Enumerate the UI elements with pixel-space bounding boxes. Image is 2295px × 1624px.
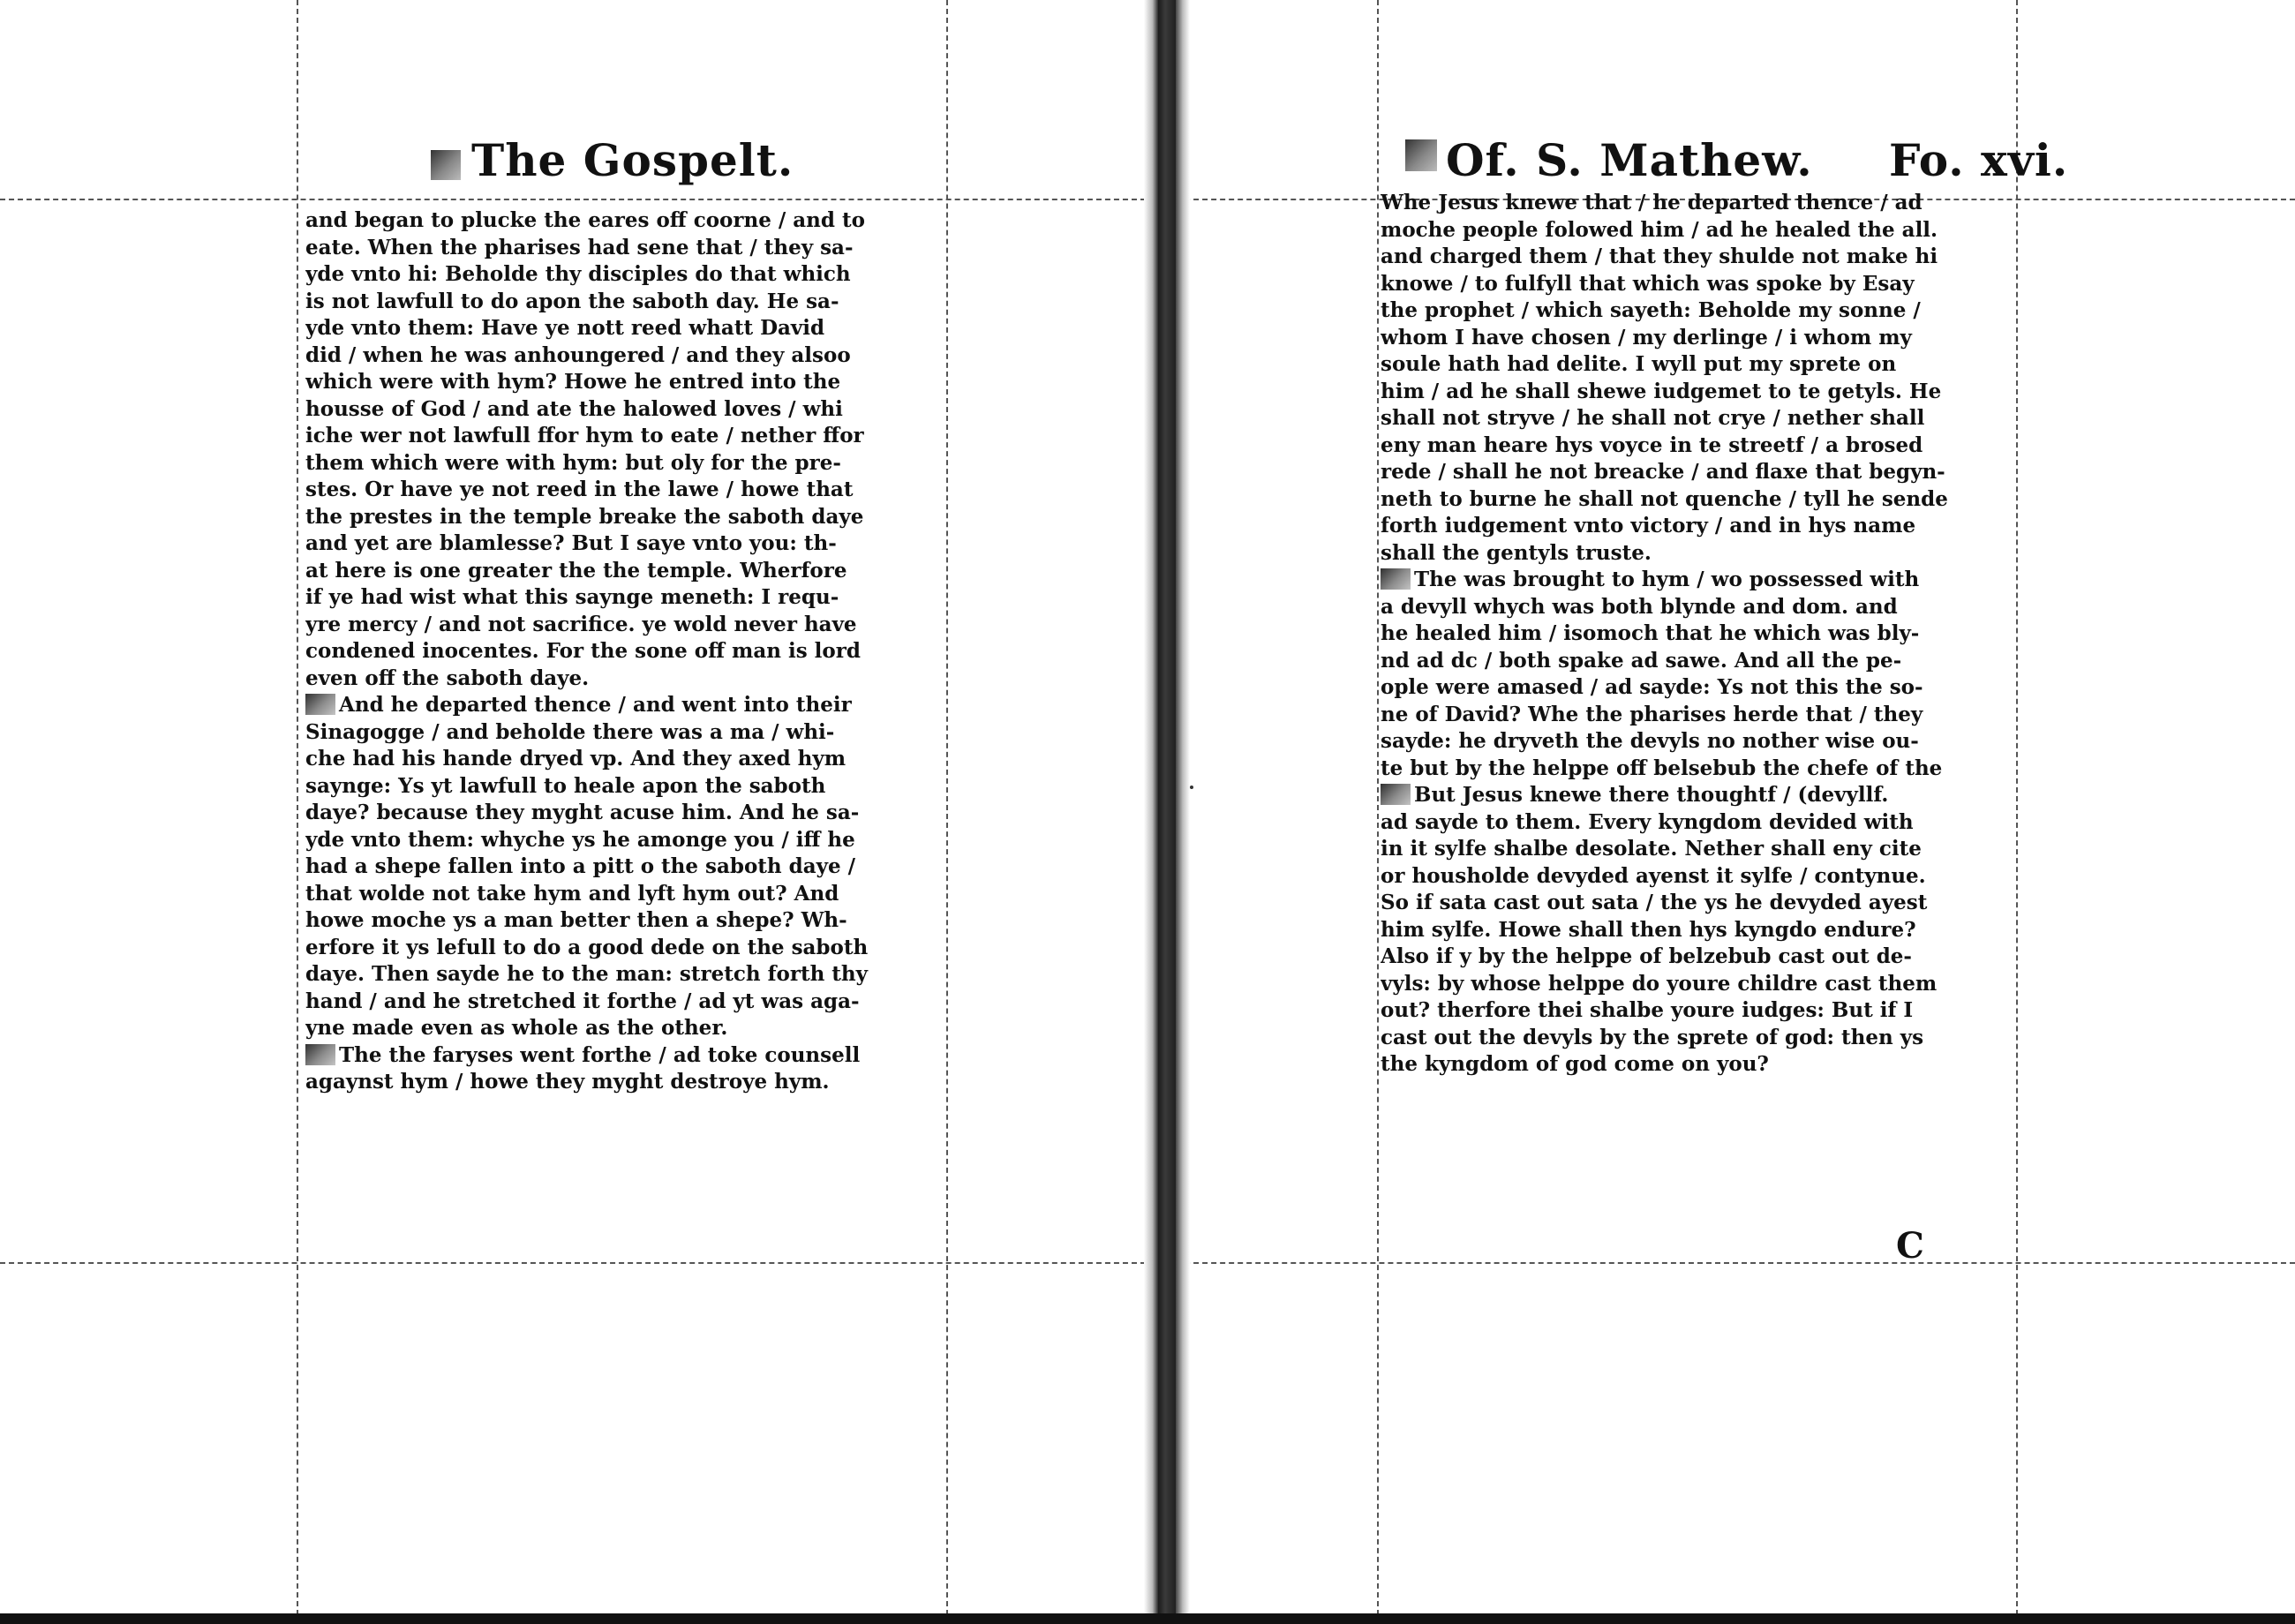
line-text: che had his hande dryed vp. And they axed hym (305, 747, 847, 771)
text-line (305, 692, 923, 719)
crop-guide-vertical (1377, 0, 1379, 1615)
line-text: But Jesus knewe there thoughtf / (devyllf. (1414, 783, 1889, 807)
text-line (305, 719, 923, 747)
running-head-right: Of. S. Mathew. (1446, 134, 1813, 186)
text-line (1381, 917, 2025, 944)
line-text: yne made even as whole as the other. (305, 1016, 728, 1040)
line-text: The was brought to hym / wo possessed with (1414, 568, 1920, 591)
line-text: soule hath had delite. I wyll put my sprete on (1381, 352, 1897, 376)
line-text: eny man heare hys voyce in te streetf / a brosed (1381, 432, 1923, 457)
text-line (1381, 379, 2025, 406)
text-line (1381, 756, 2025, 783)
text-line (305, 530, 923, 558)
paragraph-mark-icon (305, 694, 335, 715)
line-text: them which were with hym: but oly for the pre- (305, 450, 841, 475)
text-line (1381, 594, 2025, 621)
text-line (305, 665, 923, 693)
text-line (1381, 513, 2025, 540)
line-text: or housholde devyded ayenst it sylfe / contynue. (1381, 863, 1926, 888)
text-line (305, 235, 923, 262)
line-text: erfore it ys lefull to do a good dede on the saboth (305, 935, 869, 959)
line-text: moche people folowed him / ad he healed the all. (1381, 217, 1938, 242)
text-line (305, 827, 923, 854)
line-text: out? therfore thei shalbe youre iudges: But if I (1381, 998, 1914, 1022)
running-head-left: The Gospelt. (471, 134, 794, 186)
text-line (305, 289, 923, 316)
text-line (305, 1069, 923, 1096)
paragraph-mark-icon (305, 1044, 335, 1065)
line-text: daye. Then sayde he to the man: stretch forth thy (305, 962, 869, 986)
gutter-shadow (1176, 0, 1190, 1624)
text-line (1381, 567, 2025, 594)
text-line (1381, 971, 2025, 998)
text-line (305, 907, 923, 935)
line-text: sayde: he dryveth the devyls no nother wise ou- (1381, 729, 1919, 753)
line-text: the prestes in the temple breake the saboth daye (305, 504, 864, 529)
line-text: eate. When the pharises had sene that / they sa- (305, 235, 854, 259)
text-line (1381, 297, 2025, 325)
text-line (1381, 702, 2025, 729)
text-line (305, 504, 923, 531)
text-line (305, 800, 923, 827)
line-text: Sinagogge / and beholde there was a ma / whi- (305, 719, 835, 744)
text-line (1381, 890, 2025, 917)
text-line (1381, 836, 2025, 863)
text-line (1381, 244, 2025, 271)
crop-guide-vertical (946, 0, 948, 1615)
line-text: condened inocentes. For the sone off man is lord (305, 639, 861, 663)
catchword: C (1896, 1225, 1924, 1267)
text-line (1381, 782, 2025, 809)
text-line (305, 315, 923, 342)
text-line (305, 1042, 923, 1070)
line-text: iche wer not lawfull ffor hym to eate / nether ffor (305, 424, 864, 447)
line-text: which were with hym? Howe he entred into the (305, 370, 841, 394)
text-line (1381, 648, 2025, 675)
line-text: in it sylfe shalbe desolate. Nether shall eny cite (1381, 837, 1922, 861)
text-line (1381, 944, 2025, 971)
text-line (305, 584, 923, 612)
text-line (1381, 325, 2025, 352)
crop-guide-vertical (297, 0, 298, 1615)
line-text: yre mercy / and not sacrifice. ye wold never have (305, 612, 857, 636)
line-text: and charged them / that they shulde not make hi (1381, 244, 1938, 268)
scan-border (0, 1613, 2295, 1624)
line-text: te but by the helppe off belsebub the chefe of the (1381, 756, 1943, 780)
text-line (1381, 432, 2025, 460)
text-line (305, 773, 923, 801)
line-text: saynge: Ys yt lawfull to heale apon the saboth (305, 773, 826, 798)
line-text: So if sata cast out sata / the ys he devyded ayest (1381, 891, 1928, 914)
text-line (1381, 405, 2025, 432)
line-text: is not lawfull to do apon the saboth day. He sa- (305, 289, 839, 313)
line-text: the kyngdom of god come on you? (1381, 1052, 1769, 1076)
text-line (305, 207, 923, 235)
line-text: and yet are blamlesse? But I saye vnto you: th- (305, 531, 837, 555)
text-line (305, 261, 923, 289)
paragraph-mark-icon (1381, 568, 1411, 590)
text-line (305, 450, 923, 477)
text-line (1381, 863, 2025, 891)
text-line (1381, 1025, 2025, 1052)
line-text: neth to burne he shall not quenche / tyll he sende (1381, 486, 1948, 511)
text-line (1381, 190, 2025, 217)
line-text: if ye had wist what this saynge meneth: I requ- (305, 585, 839, 609)
line-text: forth iudgement vnto victory / and in hys name (1381, 514, 1916, 538)
line-text: shall the gentyls truste. (1381, 540, 1652, 565)
text-line (1381, 809, 2025, 837)
text-line (305, 961, 923, 989)
line-text: had a shepe fallen into a pitt o the saboth daye / (305, 854, 856, 878)
line-text: hand / and he stretched it forthe / ad yt was aga- (305, 989, 860, 1013)
line-text: whom I have chosen / my derlinge / i whom my (1381, 325, 1912, 350)
text-line (1381, 674, 2025, 702)
text-line (305, 396, 923, 424)
line-text: agaynst hym / howe they myght destroye hym. (305, 1070, 830, 1094)
text-line (305, 558, 923, 585)
line-text: at here is one greater the the temple. Wherfore (305, 558, 847, 583)
line-text: a devyll whych was both blynde and dom. and (1381, 594, 1898, 619)
line-text: Also if y by the helppe of belzebub cast out de- (1381, 944, 1912, 968)
text-line (305, 881, 923, 908)
line-text: ople were amased / ad sayde: Ys not this the so- (1381, 675, 1923, 699)
line-text: him sylfe. Howe shall then hys kyngdo endure? (1381, 917, 1916, 942)
text-line (305, 369, 923, 396)
line-text: shall not stryve / he shall not crye / nether shall (1381, 406, 1925, 430)
folio-number: Fo. xvi. (1889, 134, 2069, 186)
line-text: ad sayde to them. Every kyngdom devided with (1381, 809, 1914, 834)
text-line (305, 935, 923, 962)
text-line (305, 853, 923, 881)
text-line (305, 638, 923, 665)
right-page-text (1381, 190, 2025, 1079)
text-line (305, 746, 923, 773)
text-line (305, 1015, 923, 1042)
line-text: and began to plucke the eares off coorne / and to (305, 208, 865, 232)
line-text: howe moche ys a man better then a shepe? Wh- (305, 908, 847, 932)
line-text: ne of David? Whe the pharises herde that / they (1381, 702, 1923, 726)
text-line (1381, 351, 2025, 379)
line-text: stes. Or have ye not reed in the lawe / howe that (305, 477, 854, 501)
line-text: yde vnto them: whyche ys he amonge you / iff he (305, 827, 855, 852)
line-text: daye? because they myght acuse him. And he sa- (305, 801, 860, 824)
text-line (305, 423, 923, 450)
line-text: he healed him / isomoch that he which was bly- (1381, 621, 1920, 645)
left-page-text (305, 207, 923, 1096)
ink-speck (1190, 786, 1193, 789)
line-text: the prophet / which sayeth: Beholde my sonne / (1381, 298, 1921, 322)
text-line (305, 342, 923, 370)
line-text: vyls: by whose helppe do youre childre cast them (1381, 971, 1938, 996)
text-line (1381, 997, 2025, 1025)
line-text: knowe / to fulfyll that which was spoke by Esay (1381, 271, 1915, 296)
text-line (305, 477, 923, 504)
text-line (305, 612, 923, 639)
text-line (1381, 540, 2025, 568)
line-text: And he departed thence / and went into their (339, 693, 852, 717)
text-line (1381, 486, 2025, 514)
line-text: him / ad he shall shewe iudgemet to te getyls. He (1381, 379, 1942, 403)
line-text: even off the saboth daye. (305, 665, 590, 690)
line-text: did / when he was anhoungered / and they alsoo (305, 342, 851, 367)
text-line (1381, 271, 2025, 298)
text-line (1381, 217, 2025, 244)
text-line (1381, 728, 2025, 756)
line-text: nd ad dc / both spake ad sawe. And all the pe- (1381, 648, 1902, 673)
book-spine (1158, 0, 1176, 1624)
line-text: that wolde not take hym and lyft hym out? And (305, 881, 839, 906)
text-line (1381, 459, 2025, 486)
line-text: yde vnto hi: Beholde thy disciples do that which (305, 262, 851, 286)
line-text: cast out the devyls by the sprete of god: then ys (1381, 1025, 1924, 1049)
gutter-shadow (1144, 0, 1158, 1624)
line-text: yde vnto them: Have ye nott reed whatt David (305, 316, 825, 340)
line-text: rede / shall he not breacke / and flaxe that begyn- (1381, 460, 1945, 484)
line-text: housse of God / and ate the halowed loves / whi (305, 396, 843, 421)
text-line (1381, 1051, 2025, 1079)
text-line (1381, 620, 2025, 648)
line-text: The the faryses went forthe / ad toke counsell (339, 1042, 861, 1067)
paragraph-mark-icon (1381, 784, 1411, 805)
text-line (305, 989, 923, 1016)
line-text: Whe Jesus knewe that / he departed thence / ad (1381, 191, 1923, 214)
